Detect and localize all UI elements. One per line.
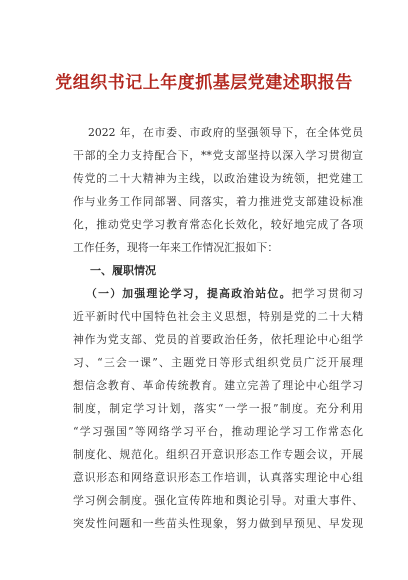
subsection-first-line-text: 把学习贯彻习 [291, 287, 364, 300]
body-line: 近平新时代中国特色社会主义思想，特别是党的二十大精 [73, 310, 363, 323]
intro-line: 工作任务，现将一年来工作情况汇报如下： [73, 241, 279, 254]
body-line: 突发性问题和一些苗头性现象，努力做到早预见、早发现 [73, 517, 363, 530]
intro-line: 化，推动党史学习教育常态化长效化，较好地完成了各项 [73, 218, 363, 231]
intro-line: 2022 年，在市委、市政府的坚强领导下，在全体党员 [88, 126, 363, 139]
intro-line: 干部的全力支持配合下，**党支部坚持以深入学习贯彻宣 [73, 149, 363, 162]
body-line: 学习例会制度。强化宣传阵地和舆论引导。对重大事件、 [73, 494, 363, 507]
body-line: 制度，制定学习计划，落实“一学一报”制度。充分利用 [73, 402, 363, 415]
body-line: 制度化、规范化。组织召开意识形态工作专题会议，开展 [73, 448, 363, 461]
body-line: 习、“三会一课”、主题党日等形式组织党员广泛开展理 [73, 356, 363, 369]
subsection-first-line [86, 287, 363, 301]
body-line: 意识形态和网络意识形态工作培训，认真落实理论中心组 [73, 471, 363, 484]
body-line: 想信念教育、革命传统教育。建立完善了理论中心组学习 [73, 379, 363, 392]
body-line: 神作为党支部、党员的首要政治任务，依托理论中心组学 [73, 333, 363, 346]
subsection-heading: （一）加强理论学习，提高政治站位。 [86, 287, 292, 300]
document-title: 党组织书记上年度抓基层党建述职报告 [55, 73, 353, 93]
intro-line: 作与业务工作同部署、同落实，着力推进党支部建设标准 [73, 195, 363, 208]
section-heading: 一、履职情况 [90, 264, 156, 277]
intro-line: 传党的二十大精神为主线，以政治建设为统领，把党建工 [73, 172, 363, 185]
body-line: “学习强国”等网络学习平台，推动理论学习工作常态化 [73, 425, 363, 438]
